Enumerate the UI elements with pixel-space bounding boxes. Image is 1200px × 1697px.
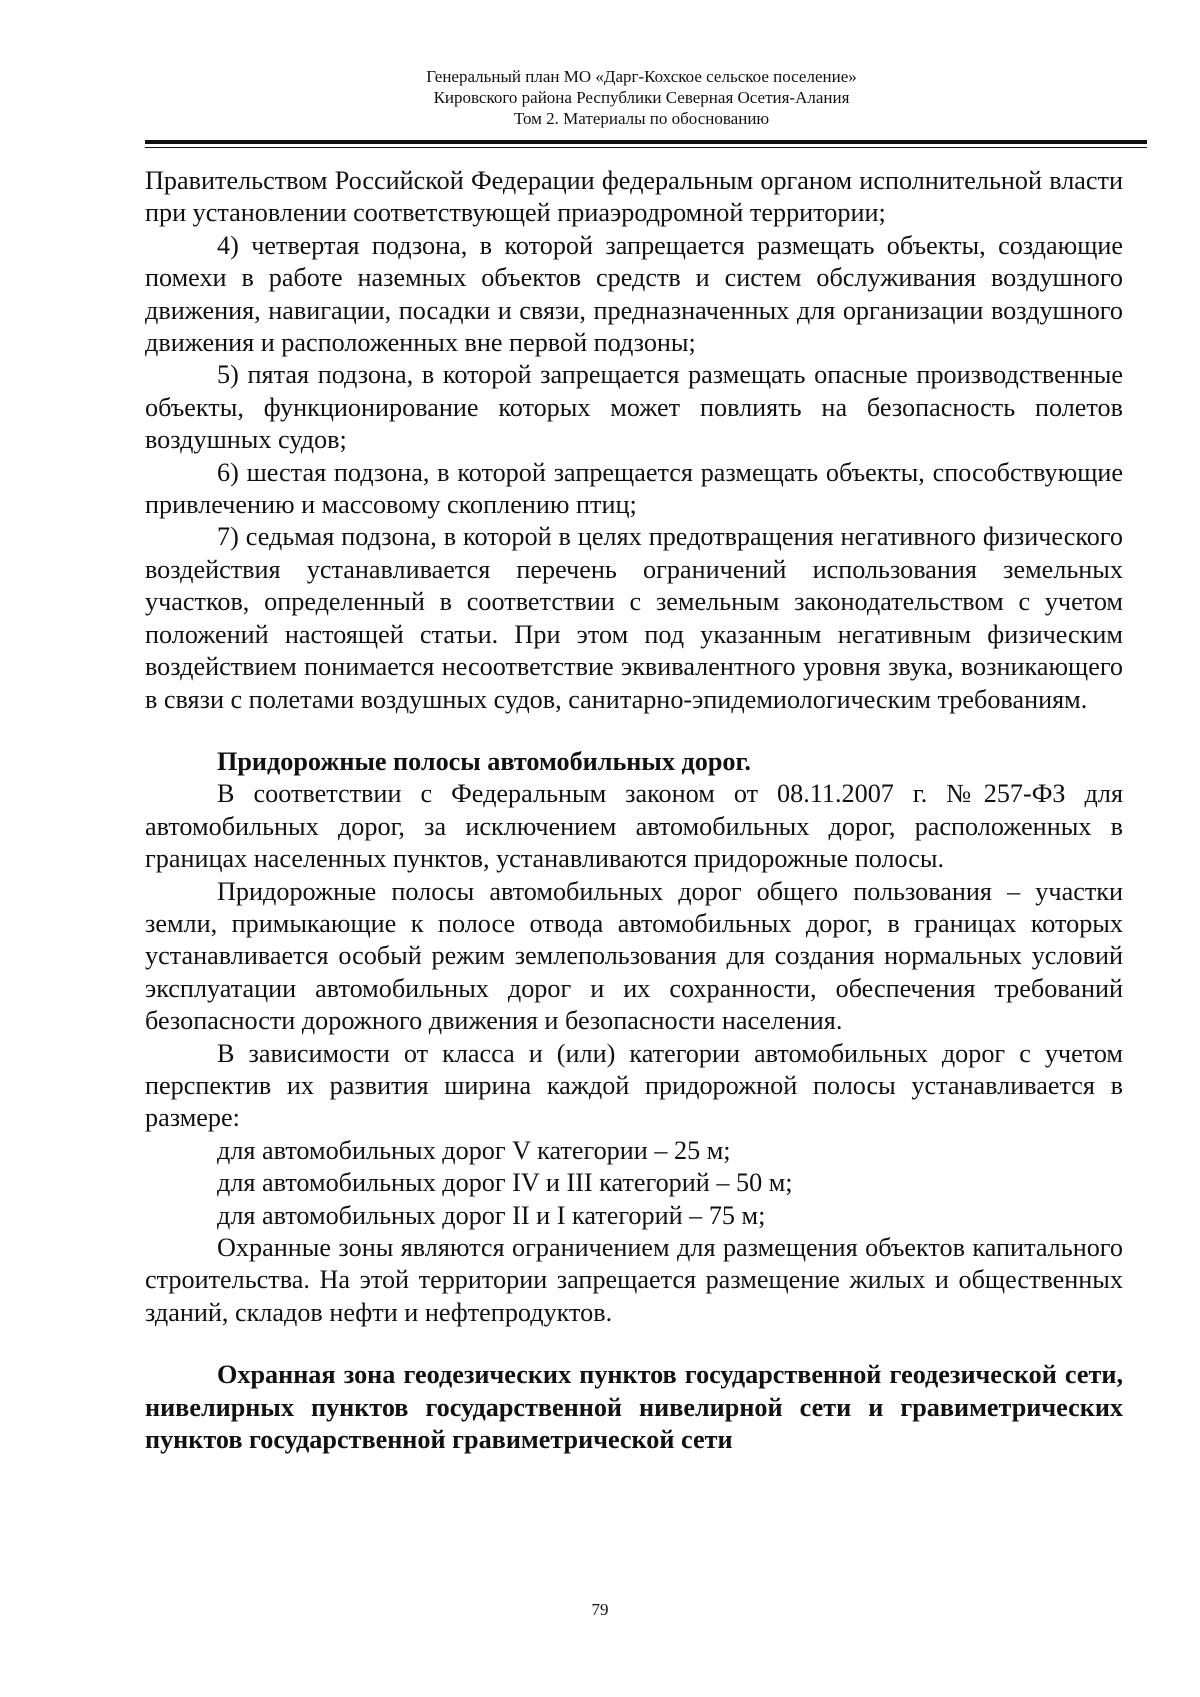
header-rule-thick [145, 140, 1147, 144]
section-heading-geodetic: Охранная зона геодезических пунктов государственной геодезической сети, нивелирных пунктов государственной нивелирной сети и гравиметрических пунктов государственной гравиметрической сети [145, 1360, 1123, 1455]
paragraph-subzone-5: 5) пятая подзона, в которой запрещается размещать опасные производственные объекты, функционирование которых может повлиять на безопасность полетов воздушных судов; [145, 360, 1123, 455]
paragraph-continuation: Правительством Российской Федерации федеральным органом исполнительной власти при установлении соответствующей приаэродромной территории; [145, 166, 1123, 228]
paragraph-subzone-6: 6) шестая подзона, в которой запрещается размещать объекты, способствующие привлечению и массовому скоплению птиц; [145, 457, 1123, 520]
header-line-2: Кировского района Республики Северная Осетия-Алания [433, 88, 850, 107]
section-heading-roadside: Придорожные полосы автомобильных дорог. [217, 746, 751, 776]
paragraph-roadside-definition: Придорожные полосы автомобильных дорог общего пользования – участки земли, примыкающие к полосе отвода автомобильных дорог, в границах которых устанавливается особый режим землепользования для создания нормальных условий эксплуатации автомобильных дорог и их сохранности, обеспечения требований безопасности дорожного движения и безопасности населения. [145, 876, 1123, 1036]
list-item-category-v: для автомобильных дорог V категории – 25 м; [217, 1135, 731, 1165]
list-item-category-iv-iii: для автомобильных дорог IV и III категорий – 50 м; [217, 1168, 793, 1198]
paragraph-roadside-restrictions: Охранные зоны являются ограничением для размещения объектов капитального строительства. На этой территории запрещается размещение жилых и общественных зданий, складов нефти и нефтепродуктов. [145, 1233, 1123, 1327]
page-body [145, 165, 1123, 1456]
paragraph-subzone-7: 7) седьмая подзона, в которой в целях предотвращения негативного физического воздействия устанавливается перечень ограничений использования земельных участков, определенный в соответствии с земельным законодательством с учетом положений настоящей статьи. При этом под указанным негативным физическим воздействием понимается несоответствие эквивалентного уровня звука, возникающего в связи с полетами воздушных судов, санитарно-эпидемиологическим требованиям. [145, 522, 1123, 714]
header-line-1: Генеральный план МО «Дарг-Кохское сельское поселение» [426, 67, 857, 86]
header-rule-thin [145, 147, 1147, 148]
paragraph-roadside-width: В зависимости от класса и (или) категории автомобильных дорог с учетом перспектив их развития ширина каждой придорожной полосы устанавливается в размере: [145, 1038, 1123, 1133]
running-header [145, 66, 1138, 129]
paragraph-roadside-law: В соответствии с Федеральным законом от 08.11.2007 г. №257-ФЗ для автомобильных дорог, за исключением автомобильных дорог, расположенных в границах населенных пунктов, устанавливаются придорожные полосы. [145, 779, 1123, 874]
list-item-category-ii-i: для автомобильных дорог II и I категорий – 75 м; [217, 1200, 766, 1230]
paragraph-subzone-4: 4) четвертая подзона, в которой запрещается размещать объекты, создающие помехи в работе наземных объектов средств и систем обслуживания воздушного движения, навигации, посадки и связи, предназначенных для организации воздушного движения и расположенных вне первой подзоны; [145, 230, 1123, 358]
page-number: 79 [591, 1600, 609, 1619]
header-line-3: Том 2. Материалы по обоснованию [513, 109, 770, 128]
